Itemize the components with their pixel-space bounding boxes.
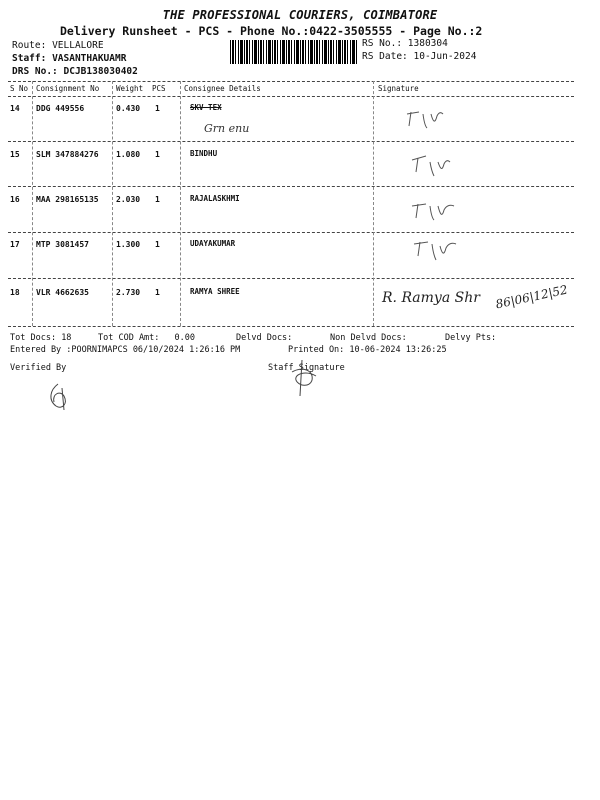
barcode bbox=[230, 40, 358, 64]
row-pcs: 1 bbox=[155, 240, 160, 249]
tot-docs-label: Tot Docs: bbox=[10, 333, 57, 343]
drs-line bbox=[12, 66, 138, 77]
row-consignment: VLR 4662635 bbox=[36, 288, 89, 297]
column-divider bbox=[112, 81, 113, 326]
verified-by-label: Verified By bbox=[10, 363, 67, 373]
signature-image bbox=[412, 234, 472, 266]
row-rule bbox=[8, 141, 574, 142]
staff-signature-label: Staff Signature bbox=[268, 363, 345, 373]
row-rule bbox=[8, 186, 574, 187]
header-bottom-rule bbox=[8, 96, 574, 97]
column-divider bbox=[373, 81, 374, 326]
verifier-signature bbox=[44, 380, 74, 414]
row-weight: 2.730 bbox=[116, 288, 141, 297]
signature-image bbox=[410, 196, 470, 228]
row-weight: 2.030 bbox=[116, 195, 141, 204]
rs-date-line bbox=[362, 51, 476, 62]
totals-line bbox=[10, 333, 71, 343]
handwritten-note: Grn enu bbox=[204, 122, 250, 135]
row-consignment: MAA 298165135 bbox=[36, 195, 99, 204]
row-pcs: 1 bbox=[155, 195, 160, 204]
row-weight: 1.300 bbox=[116, 240, 141, 249]
row-weight: 1.080 bbox=[116, 150, 141, 159]
row-pcs: 1 bbox=[155, 104, 160, 113]
col-header-signature: Signature bbox=[378, 84, 419, 93]
row-consignee: SKV TEX bbox=[190, 103, 222, 112]
rs-no-label: RS No.: bbox=[362, 38, 403, 49]
row-consignee: RAJALASKHMI bbox=[190, 194, 240, 203]
tot-cod-label: Tot COD Amt: bbox=[98, 333, 160, 343]
route-label: Route: bbox=[12, 40, 47, 51]
route-line bbox=[12, 40, 104, 51]
staff-signature-mark bbox=[286, 356, 326, 400]
row-consignee: BINDHU bbox=[190, 149, 218, 158]
tot-cod-line bbox=[98, 333, 195, 343]
staff-line bbox=[12, 53, 126, 64]
row-consignment: MTP 3081457 bbox=[36, 240, 89, 249]
handwritten-date: 86|06|12|52 bbox=[494, 282, 569, 312]
entered-by: Entered By :POORNIMAPCS 06/10/2024 1:26:16 PM bbox=[10, 345, 241, 355]
delvy-pts-label: Delvy Pts: bbox=[445, 333, 497, 343]
signature-image bbox=[405, 104, 465, 136]
company-title: THE PROFESSIONAL COURIERS, COIMBATORE bbox=[162, 8, 438, 22]
row-pcs: 1 bbox=[155, 288, 160, 297]
column-divider bbox=[32, 81, 33, 326]
row-sno: 16 bbox=[10, 195, 20, 204]
col-header-consignee: Consignee Details bbox=[184, 84, 261, 93]
row-sno: 18 bbox=[10, 288, 20, 297]
row-consignment: SLM 347884276 bbox=[36, 150, 99, 159]
col-header-sno: S No bbox=[10, 84, 29, 93]
col-header-consignment: Consignment No bbox=[36, 84, 100, 93]
route-value: VELLALORE bbox=[52, 40, 104, 51]
staff-label: Staff: bbox=[12, 53, 47, 64]
col-header-weight: Weight bbox=[116, 84, 144, 93]
row-pcs: 1 bbox=[155, 150, 160, 159]
staff-value: VASANTHAKUAMR bbox=[52, 53, 127, 64]
table-top-rule bbox=[8, 81, 574, 82]
non-delvd-docs-label: Non Delvd Docs: bbox=[330, 333, 407, 343]
rs-no-line bbox=[362, 38, 448, 49]
row-consignment: DDG 449556 bbox=[36, 104, 85, 113]
drs-value: DCJB138030402 bbox=[63, 66, 138, 77]
signature-image bbox=[410, 150, 470, 182]
tot-docs-value: 18 bbox=[61, 333, 72, 343]
rs-no-value: 1380304 bbox=[407, 38, 448, 49]
row-sno: 15 bbox=[10, 150, 20, 159]
row-rule bbox=[8, 232, 574, 233]
row-sno: 14 bbox=[10, 104, 20, 113]
column-divider bbox=[180, 81, 181, 326]
delvd-docs-label: Delvd Docs: bbox=[236, 333, 293, 343]
row-consignee: UDAYAKUMAR bbox=[190, 239, 236, 248]
rs-date-label: RS Date: bbox=[362, 51, 408, 62]
table-bottom-rule bbox=[8, 326, 574, 327]
row-consignee: RAMYA SHREE bbox=[190, 287, 240, 296]
row-sno: 17 bbox=[10, 240, 20, 249]
tot-cod-value: 0.00 bbox=[174, 333, 196, 343]
printed-on: Printed On: 10-06-2024 13:26:25 bbox=[288, 345, 447, 355]
rs-date-value: 10-Jun-2024 bbox=[413, 51, 477, 62]
row-rule bbox=[8, 278, 574, 279]
row-weight: 0.430 bbox=[116, 104, 141, 113]
handwritten-signature: R. Ramya Shr bbox=[382, 290, 480, 306]
runsheet-subtitle: Delivery Runsheet - PCS - Phone No.:0422-3505555 - Page No.:2 bbox=[60, 24, 483, 38]
drs-label: DRS No.: bbox=[12, 66, 58, 77]
col-header-pcs: PCS bbox=[152, 84, 166, 93]
